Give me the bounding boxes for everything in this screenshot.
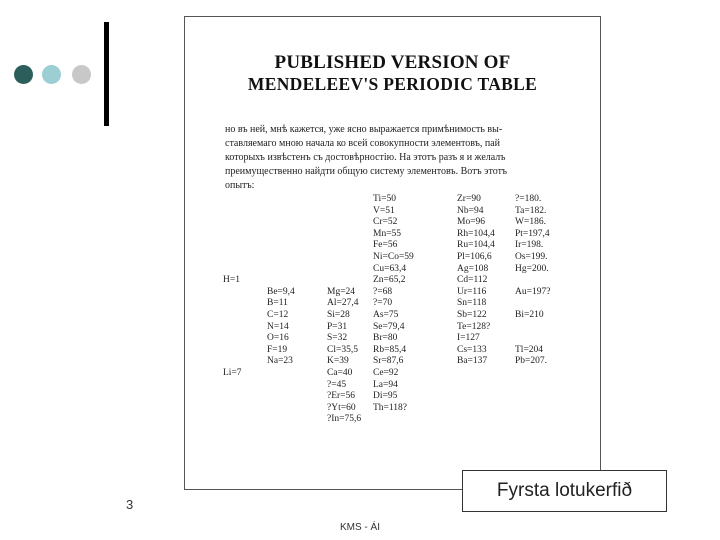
table-cell: Li=7 bbox=[223, 368, 242, 378]
table-cell: Cl=35,5 bbox=[327, 344, 358, 355]
bullet-dot-grey bbox=[72, 65, 91, 84]
table-cell: Mn=55 bbox=[373, 228, 402, 239]
table-cell: Pl=106,6 bbox=[457, 252, 492, 262]
table-cell: Ni=Co=59 bbox=[373, 252, 414, 262]
table-cell: Ba=137 bbox=[457, 356, 488, 367]
table-cell: Cu=63,4 bbox=[373, 263, 407, 274]
table-cell: Rb=85,4 bbox=[373, 344, 407, 355]
document-title-line2: MENDELEEV'S PERIODIC TABLE bbox=[247, 74, 538, 94]
table-cell: ?=45 bbox=[327, 379, 347, 390]
table-cell: I=127 bbox=[457, 333, 480, 344]
table-cell: As=75 bbox=[373, 310, 399, 320]
table-cell: Al=27,4 bbox=[327, 298, 359, 309]
table-cell: ?In=75,6 bbox=[327, 414, 362, 425]
paragraph-line: преимущественно найдти общую систему элементовъ. Вотъ этотъ bbox=[225, 166, 508, 177]
table-cell: ?=68 bbox=[373, 286, 393, 297]
table-cell: C=12 bbox=[267, 310, 289, 320]
table-cell: B=11 bbox=[267, 298, 288, 309]
table-cell: ?=180. bbox=[515, 194, 542, 204]
document-paragraph bbox=[225, 123, 560, 193]
table-cell: Mo=96 bbox=[457, 217, 486, 228]
slide-caption: Fyrsta lotukerfið bbox=[462, 470, 667, 512]
table-cell: Th=118? bbox=[373, 402, 408, 413]
vertical-divider bbox=[104, 22, 109, 126]
table-cell: Fe=56 bbox=[373, 240, 398, 251]
table-cell: Sr=87,6 bbox=[373, 356, 404, 367]
table-cell: Te=128? bbox=[457, 321, 491, 332]
table-cell: Hg=200. bbox=[515, 263, 549, 274]
document-scan bbox=[184, 16, 601, 490]
bullet-dot-light bbox=[42, 65, 61, 84]
table-cell: Br=80 bbox=[373, 333, 398, 344]
table-cell: Ca=40 bbox=[327, 368, 353, 378]
bullet-dot-dark bbox=[14, 65, 33, 84]
table-cell: Nb=94 bbox=[457, 205, 484, 216]
table-cell: Rh=104,4 bbox=[457, 228, 495, 239]
table-cell: Au=197? bbox=[515, 286, 551, 297]
table-cell: Be=9,4 bbox=[267, 286, 295, 297]
table-cell: Os=199. bbox=[515, 252, 548, 262]
table-cell: W=186. bbox=[515, 217, 546, 228]
paragraph-line: ставляемаго мною начала ко всей совокупности элементовъ, пай bbox=[225, 138, 501, 149]
table-cell: ?Yt=60 bbox=[327, 402, 356, 413]
table-cell: Ur=116 bbox=[457, 286, 487, 297]
table-cell: F=19 bbox=[267, 344, 288, 355]
table-cell: K=39 bbox=[327, 356, 349, 367]
table-cell: Zr=90 bbox=[457, 194, 481, 204]
table-cell: La=94 bbox=[373, 379, 398, 390]
table-cell: Na=23 bbox=[267, 356, 293, 367]
document-title-line1: PUBLISHED VERSION OF bbox=[274, 52, 511, 73]
table-cell: Ru=104,4 bbox=[457, 240, 495, 251]
table-cell: Se=79,4 bbox=[373, 321, 405, 332]
table-cell: Di=95 bbox=[373, 391, 398, 402]
table-cell: P=31 bbox=[327, 321, 348, 332]
table-cell: ?Er=56 bbox=[327, 391, 356, 402]
page-number: 3 bbox=[126, 497, 134, 512]
table-cell: Cr=52 bbox=[373, 217, 398, 228]
table-cell: S=32 bbox=[327, 333, 348, 344]
table-cell: Ta=182. bbox=[515, 205, 547, 216]
table-cell: Zn=65,2 bbox=[373, 275, 406, 286]
paragraph-line: которыхъ извѣстенъ съ достовѣрностію. На этотъ разъ я и желалъ bbox=[225, 152, 506, 163]
table-cell: Bi=210 bbox=[515, 310, 544, 320]
table-cell: Ir=198. bbox=[515, 240, 544, 251]
table-cell: Ce=92 bbox=[373, 368, 399, 378]
table-cell: Cs=133 bbox=[457, 344, 487, 355]
table-cell: H=1 bbox=[223, 275, 240, 286]
table-cell: Cd=112 bbox=[457, 275, 488, 286]
table-cell: O=16 bbox=[267, 333, 289, 344]
paragraph-line: опытъ: bbox=[225, 180, 255, 191]
table-cell: Pt=197,4 bbox=[515, 228, 550, 239]
table-cell: ?=70 bbox=[373, 298, 393, 309]
slide-footer: KMS - ÁI bbox=[339, 522, 380, 533]
table-cell: Si=28 bbox=[327, 310, 350, 320]
table-cell: Ag=108 bbox=[457, 263, 489, 274]
table-cell: Mg=24 bbox=[327, 286, 356, 297]
table-cell: Ti=50 bbox=[373, 194, 396, 204]
table-cell: Pb=207. bbox=[515, 356, 548, 367]
table-cell: Tl=204 bbox=[515, 344, 544, 355]
table-cell: Sb=122 bbox=[457, 310, 487, 320]
table-cell: N=14 bbox=[267, 321, 289, 332]
paragraph-line: но въ ней, мнѣ кажется, уже ясно выражается примѣнимость вы- bbox=[225, 124, 503, 135]
table-cell: V=51 bbox=[373, 205, 395, 216]
table-cell: Sn=118 bbox=[457, 298, 487, 309]
